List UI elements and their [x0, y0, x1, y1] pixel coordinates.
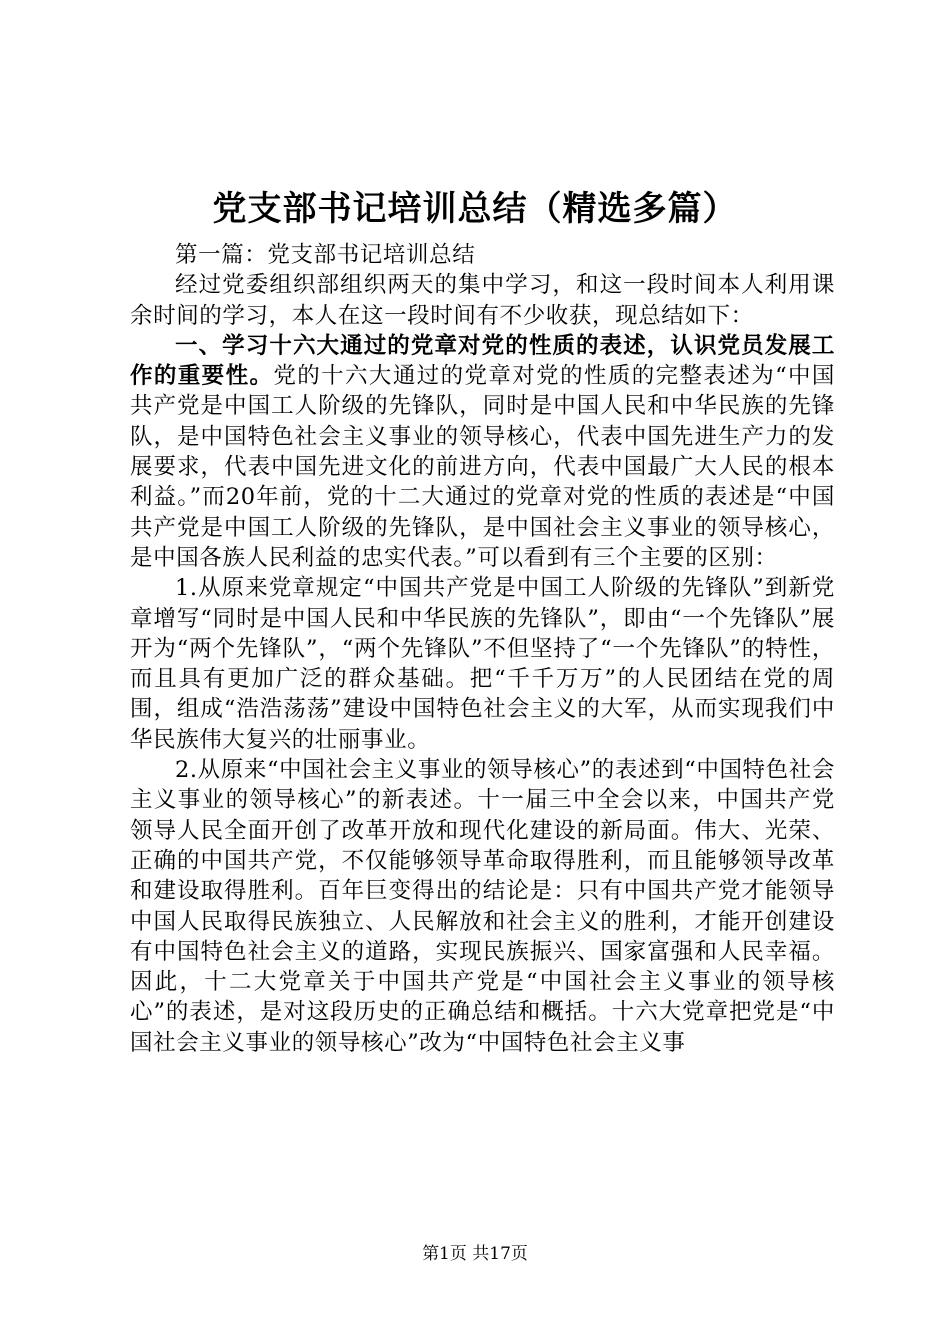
- point-one-lead: 一、学习十六大通过的党章对党的性质的表述，认识党员发展工作的重要性。: [130, 332, 835, 390]
- section-heading: 第一篇：党支部书记培训总结: [175, 242, 476, 268]
- item-two-paragraph: 2.从原来“中国社会主义事业的领导核心”的表述到“中国特色社会主义事业的领导核心”的新表述。十一届三中全会以来，中国共产党领导人民全面开创了改革开放和现代化建设的新局面。伟大、光荣、正确的中国共产党，不仅能够领导革命取得胜利，而且能够领导改革和建设取得胜利。百年巨变得出的结论是：只有中国共产党才能领导中国人民取得民族独立、人民解放和社会主义的胜利，才能开创建设有中国特色社会主义的道路，实现民族振兴、国家富强和人民幸福。因此，十二大党章关于中国共产党是“中国社会主义事业的领导核心”的表述，是对这段历史的正确总结和概括。十六大党章把党是“中国社会主义事业的领导核心”改为“中国特色社会主义事: [130, 757, 835, 1056]
- point-one-body: 党的十六大通过的党章对党的性质的完整表述为“中国共产党是中国工人阶级的先锋队，同时是中国人民和中华民族的先锋队，是中国特色社会主义事业的领导核心，代表中国先进生产力的发展要求，代表中国先进文化的前进方向，代表中国最广大人民的根本利益。”而20年前，党的十二大通过的党章对党的性质的表述是“中国共产党是中国工人阶级的先锋队，是中国社会主义事业的领导核心，是中国各族人民利益的忠实代表。”可以看到有三个主要的区别：: [130, 363, 835, 571]
- document-title: 党支部书记培训总结（精选多篇）: [212, 189, 738, 229]
- point-one-paragraph: [130, 331, 835, 573]
- page-footer: 第1页 共17页: [422, 1244, 528, 1264]
- item-one-paragraph: 1.从原来党章规定“中国共产党是中国工人阶级的先锋队”到新党章增写“同时是中国人民和中华民族的先锋队”，即由“一个先锋队”展开为“两个先锋队”，“两个先锋队”不但坚持了“一个先锋队”的特性，而且具有更加广泛的群众基础。把“千千万万”的人民团结在党的周围，组成“浩浩荡荡”建设中国特色社会主义的大军，从而实现我们中华民族伟大复兴的壮丽事业。: [130, 575, 835, 753]
- document-body: [130, 240, 835, 1058]
- intro-paragraph: 经过党委组织部组织两天的集中学习，和这一段时间本人利用课余时间的学习，本人在这一段时间有不少收获，现总结如下：: [130, 272, 835, 329]
